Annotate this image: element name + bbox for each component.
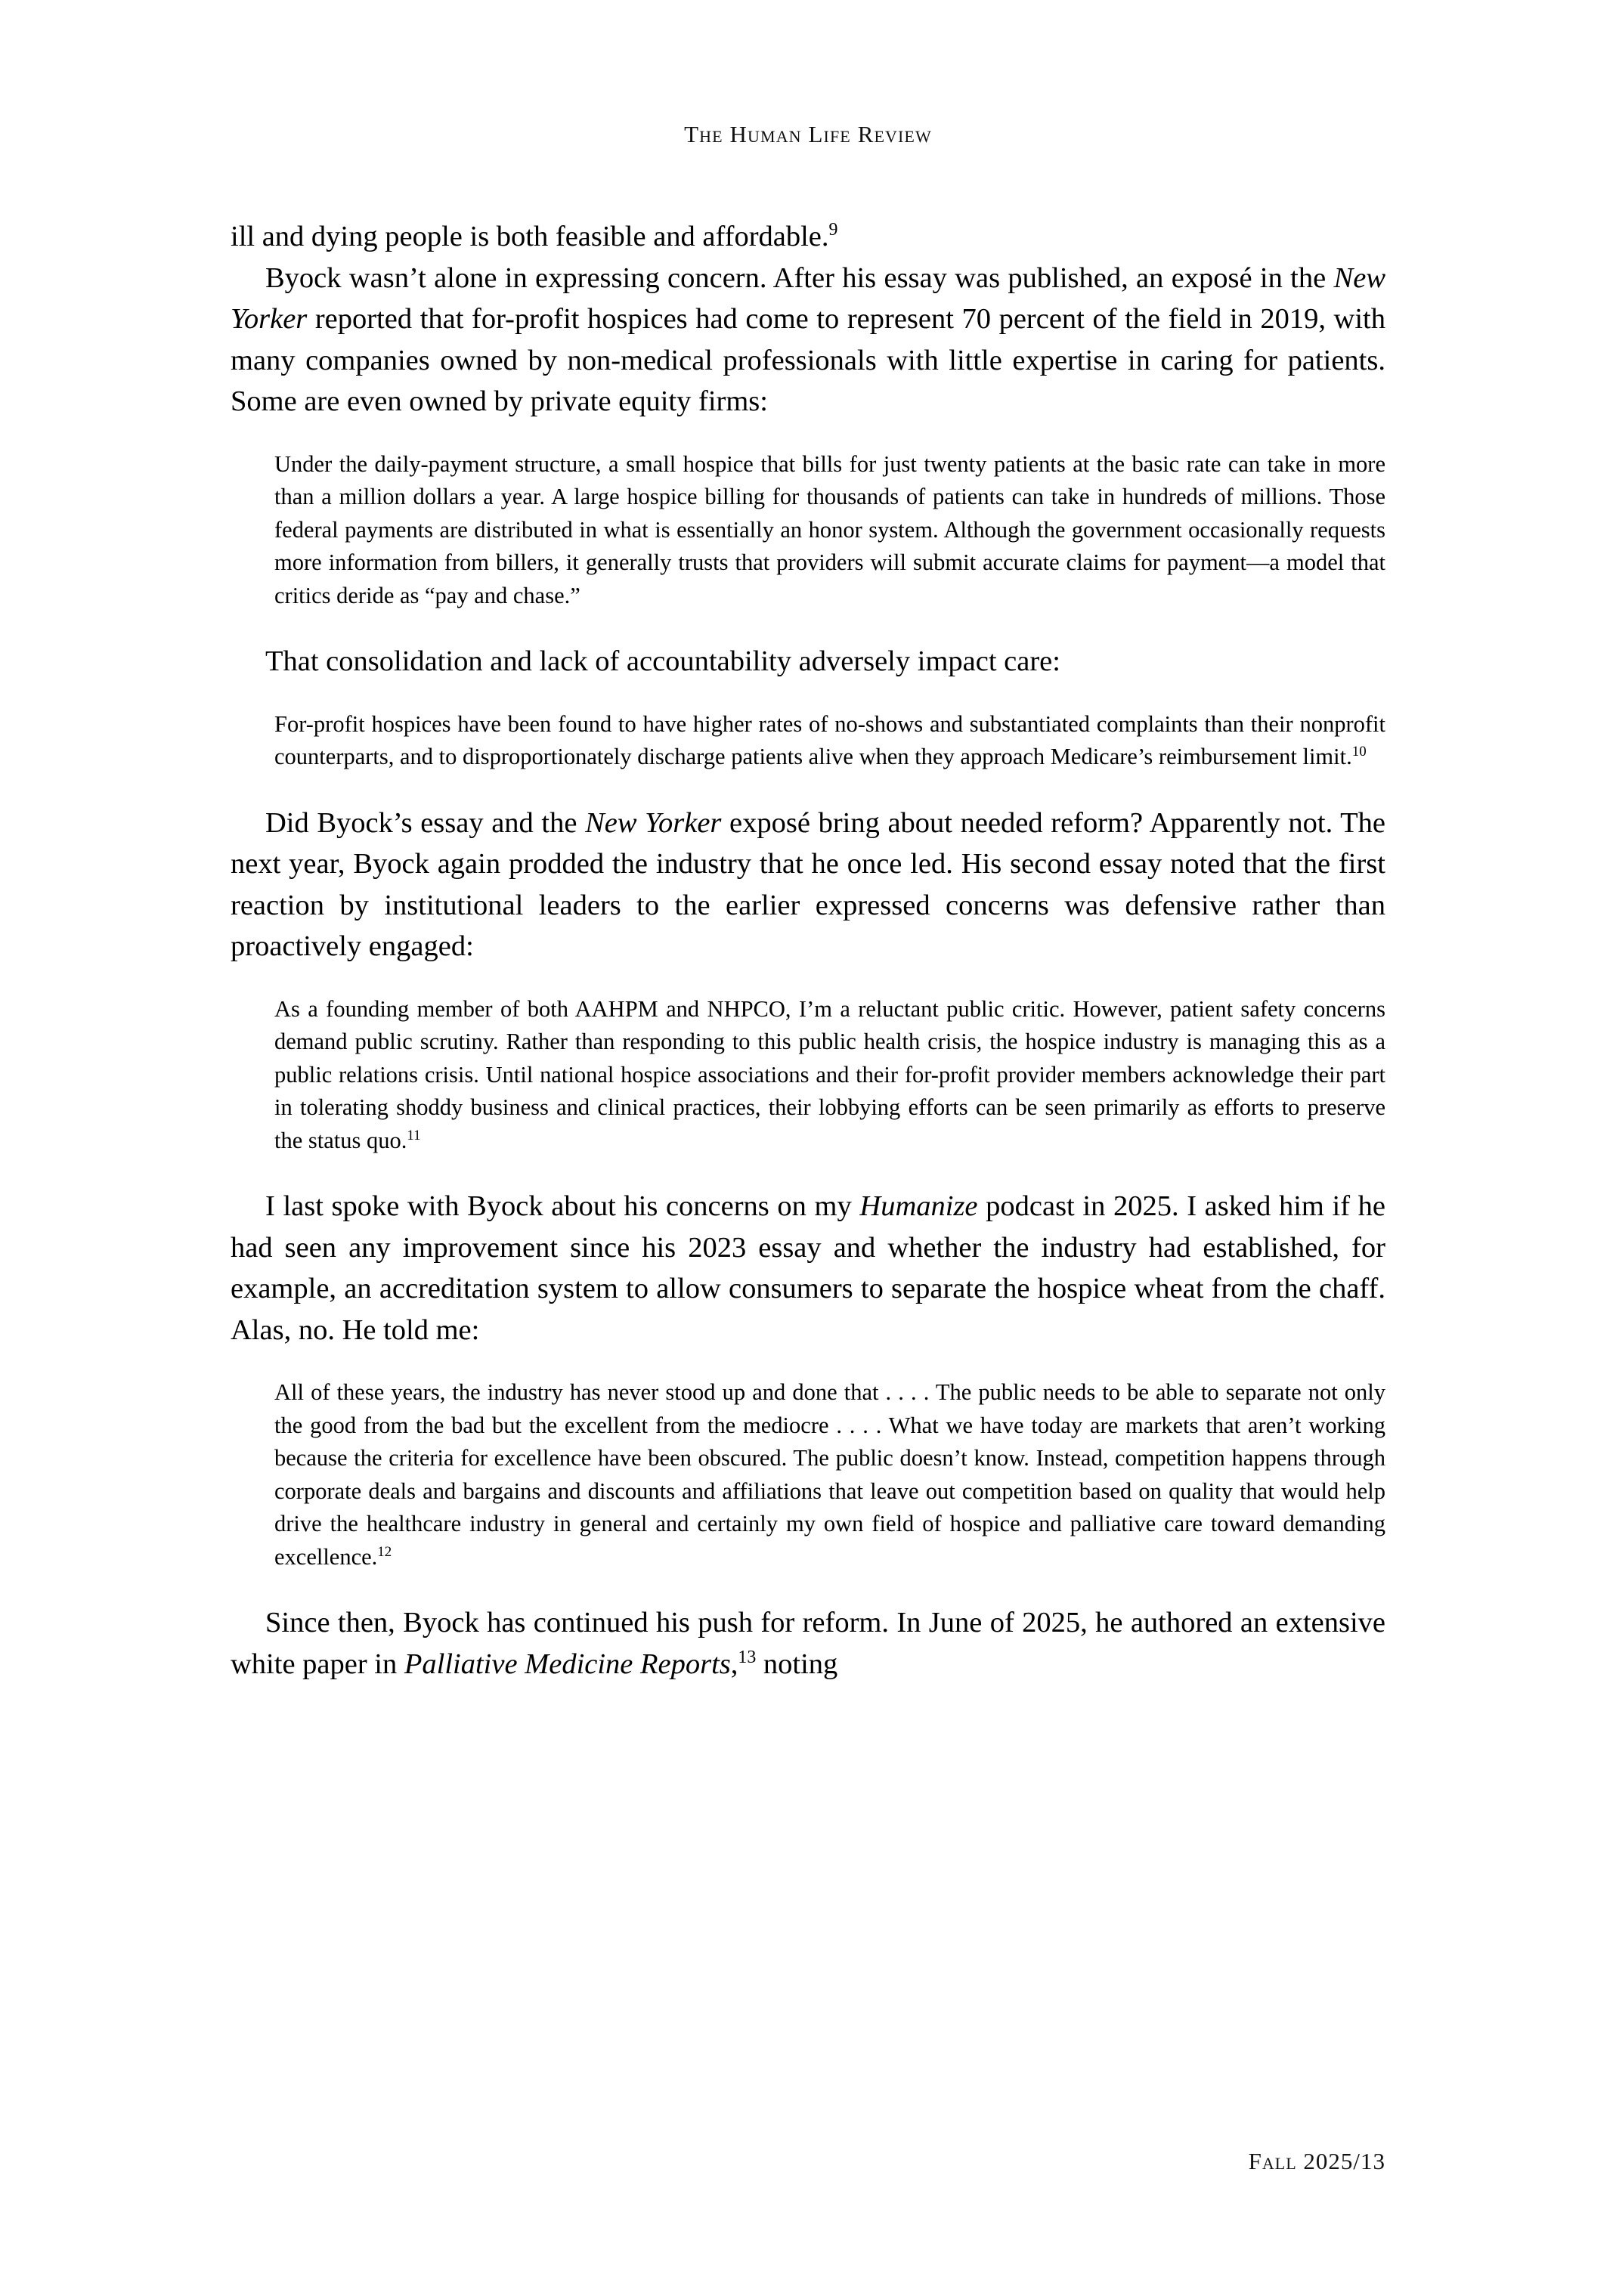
paragraph-did-byock-essay <box>231 803 1385 967</box>
paragraph-text-a: Since then, Byock has continued his push for reform. In June of 2025, he authored an extensive white paper in <box>231 1607 1385 1680</box>
italic-title-new-yorker: New Yorker <box>231 261 1385 335</box>
spacer <box>231 422 1385 448</box>
paragraph-text-a: Did Byock’s essay and the <box>265 806 586 839</box>
footnote-marker-12: 12 <box>377 1543 392 1560</box>
page-folio: Fall 2025/13 <box>1248 2148 1385 2174</box>
paragraph-text-b: reported that for-profit hospices had come to represent 70 percent of the field in 2019, with many companies owned by non-medical professionals with little expertise in caring for patients. Some are even owned by private equity firms: <box>231 303 1385 417</box>
blockquote-all-of-these-years <box>231 1376 1385 1573</box>
footnote-marker-11: 11 <box>407 1127 421 1143</box>
footnote-marker-10: 10 <box>1351 743 1367 760</box>
lead-in-consolidation: That consolidation and lack of accountability adversely impact care: <box>265 645 1060 677</box>
text-column <box>231 216 1385 1685</box>
running-head: The Human Life Review <box>684 121 932 147</box>
blockquote-text <box>274 993 1385 1158</box>
spacer <box>231 612 1385 641</box>
footnote-marker-9: 9 <box>828 220 838 240</box>
blockquote-founding-member <box>231 993 1385 1158</box>
blockquote-daily-payment <box>231 448 1385 613</box>
paragraph-text-b: exposé bring about needed reform? Apparently not. The next year, Byock again prodded the industry that he once led. His second essay noted that the first reaction by institutional leaders to the earlier expressed concerns was defensive rather than proactively engaged: <box>231 806 1385 962</box>
spacer <box>231 1157 1385 1186</box>
spacer <box>231 774 1385 803</box>
paragraph-text-b: podcast in 2025. I asked him if he had seen any improvement since his 2023 essay and whether the industry had established, for example, an accreditation system to allow consumers to separate the hospice wheat from the chaff. Alas, no. He told me: <box>231 1190 1385 1346</box>
blockquote-text-body: All of these years, the industry has never stood up and done that . . . . The public needs to be able to separate not only the good from the bad but the excellent from the mediocre . . . . What we have today are markets that aren’t working because the criteria for excellence have been obscured. The public doesn’t know. Instead, competition happens through corporate deals and bargains and discounts and affiliations that leave out competition based on quality that would help drive the healthcare industry in general and certainly my own field of hospice and palliative care toward demanding excellence. <box>274 1379 1385 1570</box>
spacer <box>231 967 1385 993</box>
blockquote-for-profit-hospices <box>231 708 1385 774</box>
paragraph-text-c: noting <box>756 1648 838 1680</box>
blockquote-text <box>274 708 1385 774</box>
paragraph-text-a: I last spoke with Byock about his concerns on my <box>265 1190 860 1222</box>
italic-title-humanize: Humanize <box>859 1190 978 1222</box>
paragraph-text-b: , <box>730 1648 738 1680</box>
spacer <box>231 1573 1385 1602</box>
spacer <box>231 1351 1385 1376</box>
paragraph-text-a: Byock wasn’t alone in expressing concern. After his essay was published, an exposé in the <box>265 261 1334 294</box>
blockquote-text-body: As a founding member of both AAHPM and NHPCO, I’m a reluctant public critic. However, patient safety concerns demand public scrutiny. Rather than responding to this public health crisis, the hospice industry is managing this as a public relations crisis. Until national hospice associations and their for-profit provider members acknowledge their part in tolerating shoddy business and clinical practices, their lobbying efforts can be seen primarily as efforts to preserve the status quo. <box>274 995 1385 1153</box>
blockquote-text <box>274 1376 1385 1573</box>
paragraph-byock-not-alone <box>231 258 1385 422</box>
footnote-marker-13: 13 <box>738 1647 757 1667</box>
italic-title-palliative-medicine-reports: Palliative Medicine Reports <box>404 1648 731 1680</box>
paragraph-text: ill and dying people is both feasible and affordable. <box>231 221 829 252</box>
paragraph-since-then <box>231 1602 1385 1685</box>
italic-title-new-yorker: New Yorker <box>585 806 722 839</box>
blockquote-text-body: For-profit hospices have been found to have higher rates of no-shows and substantiated complaints than their nonprofit counterparts, and to disproportionately discharge patients alive when they approach Medicare’s reimbursement limit. <box>274 710 1385 769</box>
spacer <box>231 682 1385 708</box>
paragraph-humanize-podcast <box>231 1186 1385 1351</box>
paragraph-continuation <box>231 216 1385 258</box>
blockquote-text: Under the daily-payment structure, a small hospice that bills for just twenty patients at the basic rate can take in more than a million dollars a year. A large hospice billing for thousands of patients can take in hundreds of millions. Those federal payments are distributed in what is essentially an honor system. Although the government occasionally requests more information from billers, it generally trusts that providers will submit accurate claims for payment—a model that critics deride as “pay and chase.” <box>274 450 1385 608</box>
